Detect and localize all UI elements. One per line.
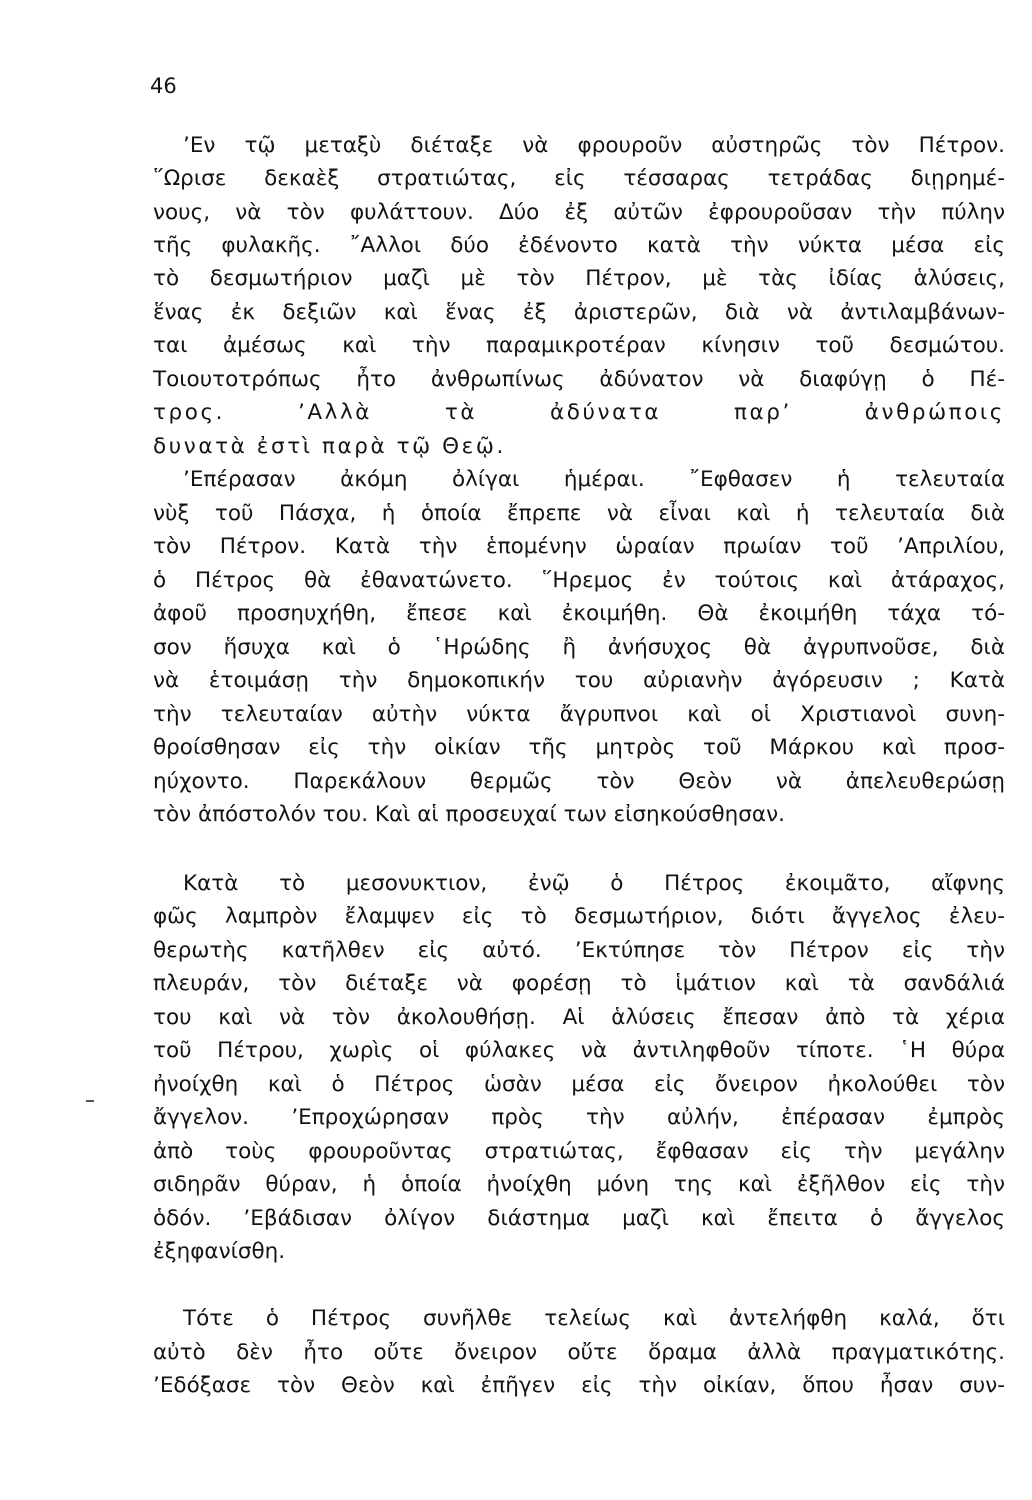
text-line: ὁδόν. ’Εβάδισαν ὀλίγον διάστημα μαζὶ καὶ ἔπειτα ὁ ἄγγελος (153, 1206, 1005, 1231)
text-line: ’Επέρασαν ἀκόμη ὀλίγαι ἡμέραι. ῎Εφθασεν ἡ τελευταία (183, 467, 1005, 492)
text-line: σιδηρᾶν θύραν, ἡ ὁποία ἠνοίχθη μόνη της καὶ ἐξῆλθον εἰς τὴν (153, 1172, 1005, 1197)
text-line: Τοιουτοτρόπως ἦτο ἀνθρωπίνως ἀδύνατον νὰ διαφύγῃ ὁ Πέ- (153, 367, 1005, 392)
text-line: τὸν Πέτρον. Κατὰ τὴν ἑπομένην ὡραίαν πρωίαν τοῦ ’Απριλίου, (153, 534, 1005, 559)
text-line: ’Εν τῷ μεταξὺ διέταξε νὰ φρουροῦν αὐστηρῶς τὸν Πέτρον. (183, 133, 1005, 158)
text-line: θερωτὴς κατῆλθεν εἰς αὐτό. ’Εκτύπησε τὸν Πέτρον εἰς τὴν (153, 938, 1005, 963)
text-line: ἀπὸ τοὺς φρουροῦντας στρατιώτας, ἔφθασαν εἰς τὴν μεγάλην (153, 1139, 1005, 1164)
text-line: τοῦ Πέτρου, χωρὶς οἱ φύλακες νὰ ἀντιληφθοῦν τίποτε. ῾Η θύρα (153, 1038, 1005, 1063)
text-line: δυνατὰ ἐστὶ παρὰ τῷ Θεῷ. (153, 434, 506, 459)
text-line: ηύχοντο. Παρεκάλουν θερμῶς τὸν Θεὸν νὰ ἀπελευθερώσῃ (153, 769, 1005, 794)
text-line: ’Εδόξασε τὸν Θεὸν καὶ ἐπῆγεν εἰς τὴν οἰκίαν, ὅπου ἦσαν συν- (153, 1373, 1005, 1398)
page-number: 46 (150, 74, 177, 98)
text-line: τῆς φυλακῆς. ῎Αλλοι δύο ἐδένοντο κατὰ τὴν νύκτα μέσα εἰς (153, 233, 1005, 258)
text-line: Κατὰ τὸ μεσονυκτιον, ἐνῷ ὁ Πέτρος ἐκοιμᾶτο, αἴφνης (183, 871, 1005, 896)
text-line: νὺξ τοῦ Πάσχα, ἡ ὁποία ἔπρεπε νὰ εἶναι καὶ ἡ τελευταία διὰ (153, 501, 1005, 526)
text-line: τὸν ἀπόστολόν του. Καὶ αἱ προσευχαί των εἰσηκούσθησαν. (153, 802, 785, 827)
text-line: ἐξηφανίσθη. (153, 1239, 286, 1264)
text-line: τὸ δεσμωτήριον μαζὶ μὲ τὸν Πέτρον, μὲ τὰς ἰδίας ἁλύσεις, (153, 266, 1005, 291)
margin-mark (86, 1100, 94, 1102)
text-line: ἠνοίχθη καὶ ὁ Πέτρος ὡσὰν μέσα εἰς ὄνειρον ἠκολούθει τὸν (153, 1072, 1005, 1097)
text-line: ῞Ωρισε δεκαὲξ στρατιώτας, εἰς τέσσαρας τετράδας διῃρημέ- (153, 166, 1005, 191)
text-line: σον ἥσυχα καὶ ὁ ῾Ηρώδης ἢ ἀνήσυχος θὰ ἀγρυπνοῦσε, διὰ (153, 635, 1005, 660)
text-line: φῶς λαμπρὸν ἔλαμψεν εἰς τὸ δεσμωτήριον, διότι ἄγγελος ἐλευ- (153, 904, 1005, 929)
text-line: ὁ Πέτρος θὰ ἐθανατώνετο. ῞Ηρεμος ἐν τούτοις καὶ ἀτάραχος, (153, 568, 1005, 593)
text-line: θροίσθησαν εἰς τὴν οἰκίαν τῆς μητρὸς τοῦ Μάρκου καὶ προσ- (153, 735, 1005, 760)
text-line: ται ἀμέσως καὶ τὴν παραμικροτέραν κίνησιν τοῦ δεσμώτου. (153, 333, 1005, 358)
text-line: τὴν τελευταίαν αὐτὴν νύκτα ἄγρυπνοι καὶ οἱ Χριστιανοὶ συνη- (153, 702, 1005, 727)
text-line: νὰ ἑτοιμάσῃ τὴν δημοκοπικήν του αὐριανὴν ἀγόρευσιν ; Κατὰ (153, 668, 1005, 693)
text-line: Τότε ὁ Πέτρος συνῆλθε τελείως καὶ ἀντελήφθη καλά, ὅτι (183, 1306, 1005, 1331)
text-line: νους, νὰ τὸν φυλάττουν. Δύο ἐξ αὐτῶν ἐφρουροῦσαν τὴν πύλην (153, 200, 1005, 225)
text-line: ἄγγελον. ’Επροχώρησαν πρὸς τὴν αὐλήν, ἐπέρασαν ἐμπρὸς (153, 1105, 1005, 1130)
text-line: ἕνας ἐκ δεξιῶν καὶ ἕνας ἐξ ἀριστερῶν, διὰ νὰ ἀντιλαμβάνων- (153, 300, 1005, 325)
text-line: πλευράν, τὸν διέταξε νὰ φορέσῃ τὸ ἱμάτιον καὶ τὰ σανδάλιά (153, 971, 1005, 996)
text-line: ἀφοῦ προσηυχήθη, ἔπεσε καὶ ἐκοιμήθη. Θὰ ἐκοιμήθη τάχα τό- (153, 601, 1005, 626)
text-line: τρος. ’Αλλὰ τὰ ἀδύνατα παρ’ ἀνθρώποις (153, 400, 1005, 425)
text-line: του καὶ νὰ τὸν ἀκολουθήσῃ. Αἱ ἁλύσεις ἔπεσαν ἀπὸ τὰ χέρια (153, 1005, 1005, 1030)
text-line: αὐτὸ δὲν ἦτο οὔτε ὄνειρον οὔτε ὅραμα ἀλλὰ πραγματικότης. (153, 1340, 1005, 1365)
